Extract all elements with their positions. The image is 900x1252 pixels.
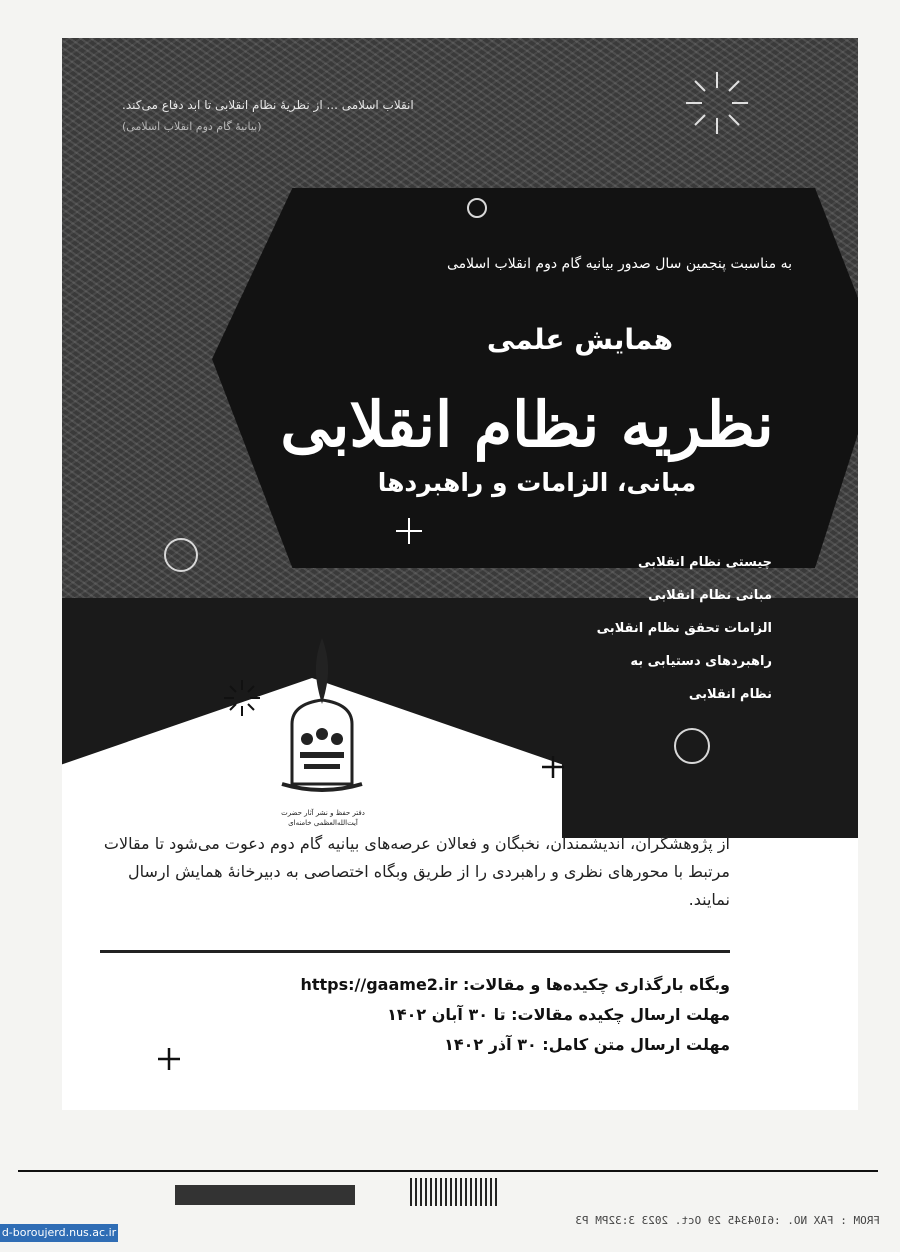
invitation-text: از پژوهشگران، اندیشمندان، نخبگان و فعالان عرصه‌های بیانیه گام دوم دعوت می‌شود تا مقالات مرتبط با محورهای نظری و راهبردی را از طریق وبگاه اختصاصی به دبیرخانهٔ همایش ارسال نمایند. bbox=[103, 834, 730, 909]
office-logo-icon bbox=[272, 634, 372, 804]
plus-icon bbox=[394, 516, 424, 546]
title-hexagon bbox=[212, 188, 858, 568]
occasion-text: به مناسبت پنجمین سال صدور بیانیه گام دوم انقلاب اسلامی bbox=[446, 256, 792, 272]
plus-icon bbox=[540, 754, 566, 780]
poster-subtitle: مبانی، الزامات و راهبردها bbox=[377, 468, 697, 497]
abstract-deadline: مهلت ارسال چکیده مقالات: تا ۳۰ آبان ۱۴۰۲ bbox=[387, 1005, 730, 1024]
website-line: وبگاه بارگذاری چکیده‌ها و مقالات: https://gaame2.ir bbox=[300, 975, 730, 994]
ring-decoration bbox=[164, 538, 198, 572]
fulltext-deadline: مهلت ارسال متن کامل: ۳۰ آذر ۱۴۰۲ bbox=[444, 1035, 730, 1054]
site-watermark: d-boroujerd.nus.ac.ir bbox=[0, 1224, 118, 1242]
scan-artifact bbox=[18, 1170, 878, 1172]
conference-poster bbox=[62, 38, 858, 1110]
conference-label: همایش علمی bbox=[486, 323, 674, 356]
axis-item: الزامات تحقق نظام انقلابی bbox=[596, 621, 772, 636]
axis-item: مبانی نظام انقلابی bbox=[648, 588, 772, 603]
fax-header: FROM : FAX NO. :6104345 29 Oct. 2023 3:32PM P3 bbox=[575, 1214, 880, 1227]
quote-source: (بیانیهٔ گام دوم انقلاب اسلامی) bbox=[122, 120, 262, 133]
leader-quote: انقلاب اسلامی ... از نظریهٔ نظام انقلابی تا ابد دفاع می‌کند. bbox=[122, 98, 414, 112]
sparkle-icon bbox=[682, 68, 752, 138]
submission-info bbox=[100, 970, 730, 1060]
scan-artifact bbox=[175, 1185, 355, 1205]
ring-decoration bbox=[467, 198, 487, 218]
conference-axes bbox=[532, 546, 772, 711]
logo-caption-line: دفتر حفظ و نشر آثار حضرت bbox=[281, 809, 365, 817]
logo-caption bbox=[268, 808, 378, 828]
sparkle-icon bbox=[222, 678, 262, 718]
axis-item: چیستی نظام انقلابی bbox=[638, 555, 772, 570]
axis-item: راهبردهای دستیابی به bbox=[630, 654, 772, 669]
poster-title: نظریه نظام انقلابی bbox=[280, 388, 774, 461]
ring-decoration bbox=[674, 728, 710, 764]
logo-caption-line: آیت‌الله‌العظمی خامنه‌ای bbox=[288, 819, 358, 827]
divider bbox=[100, 950, 730, 953]
axis-item: نظام انقلابی bbox=[688, 687, 772, 702]
scan-artifact bbox=[410, 1178, 500, 1206]
